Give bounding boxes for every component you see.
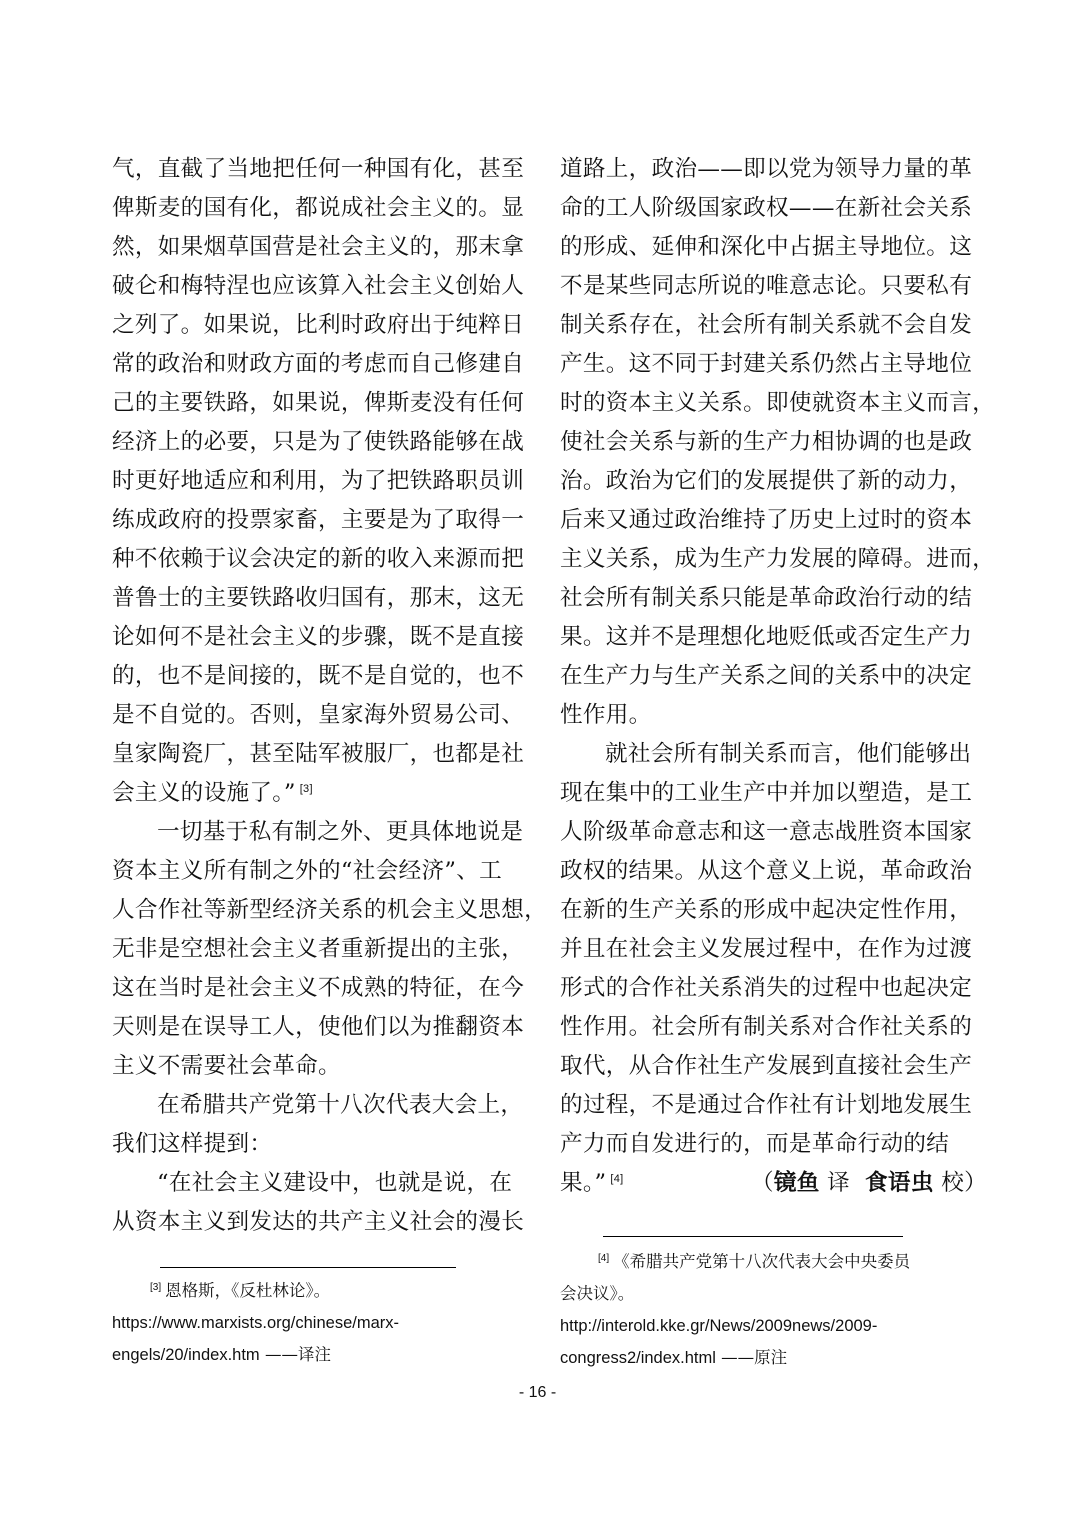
text-line: 之列了。如果说，比利时政府出于纯粹日 xyxy=(112,312,525,338)
text-line: 主义不需要社会革命。 xyxy=(112,1053,341,1079)
text-line: 练成政府的投票家畜，主要是为了取得一 xyxy=(112,507,525,533)
right-column xyxy=(560,150,995,1203)
text-line: 普鲁士的主要铁路收归国有，那末，这无 xyxy=(112,585,525,611)
text-line: 时更好地适应和利用，为了把铁路职员训 xyxy=(112,468,525,494)
text-line: 然，如果烟草国营是社会主义的，那末拿 xyxy=(112,234,525,260)
text-line: 产生。这不同于封建关系仍然占主导地位 xyxy=(560,351,973,377)
credit-close: ） xyxy=(964,1170,988,1196)
footnote-url-link[interactable]: https://www.marxists.org/chinese/marx- xyxy=(112,1314,399,1332)
proofread-word: 校 xyxy=(941,1170,965,1196)
text-line: 人阶级革命意志和这一意志战胜资本国家 xyxy=(560,819,973,845)
text-line: 在生产力与生产关系之间的关系中的决定 xyxy=(560,663,973,689)
footnote-separator xyxy=(603,1236,903,1237)
footnote-url-link[interactable]: congress2/index.html xyxy=(560,1349,716,1367)
text-line: 资本主义所有制之外的“社会经济”、工 xyxy=(112,858,503,884)
text-line: 政权的结果。从这个意义上说，革命政治 xyxy=(560,858,973,884)
footnote-separator xyxy=(160,1267,456,1268)
text-line: 皇家陶瓷厂，甚至陆军被服厂，也都是社 xyxy=(112,741,525,767)
paragraph-first-line: 就社会所有制关系而言，他们能够出 xyxy=(605,741,972,767)
paragraph-first-line: 一切基于私有制之外、更具体地说是 xyxy=(157,819,524,845)
footnote-note: ——原注 xyxy=(721,1348,788,1367)
footnote-url-link[interactable]: http://interold.kke.gr/News/2009news/2009- xyxy=(560,1317,878,1335)
footnote-text-line xyxy=(112,1275,532,1307)
footnote-text-line: 会决议》。 xyxy=(560,1284,635,1303)
text-line: 的过程，不是通过合作社有计划地发展生 xyxy=(560,1092,973,1118)
text-line: 形式的合作社关系消失的过程中也起决定 xyxy=(560,975,973,1001)
text-line: 从资本主义到发达的共产主义社会的漫长 xyxy=(112,1209,525,1235)
text-line: 后来又通过政治维持了历史上过时的资本 xyxy=(560,507,973,533)
text-line: 破仑和梅特涅也应该算入社会主义创始人 xyxy=(112,273,525,299)
proofreader-name: 食语虫 xyxy=(865,1170,934,1196)
text-line: 命的工人阶级国家政权——在新社会关系 xyxy=(560,195,973,221)
last-line-with-credit xyxy=(560,1164,988,1203)
quote-first-line: “在社会主义建设中，也就是说，在 xyxy=(157,1170,513,1196)
text-line: 论如何不是社会主义的步骤，既不是直接 xyxy=(112,624,525,650)
text-line: 人合作社等新型经济关系的机会主义思想， xyxy=(112,897,547,923)
footnote-marker: [3] xyxy=(150,1282,162,1293)
text-fragment: 果。” xyxy=(560,1170,607,1196)
footnote-ref-3[interactable]: [3] xyxy=(299,783,313,795)
text-line: 并且在社会主义发展过程中，在作为过渡 xyxy=(560,936,973,962)
text-line: 使社会关系与新的生产力相协调的也是政 xyxy=(560,429,973,455)
footnote-url-line xyxy=(112,1339,532,1371)
footnote-text: 恩格斯，《反杜林论》。 xyxy=(165,1281,331,1300)
text-line: 产力而自发进行的，而是革命行动的结 xyxy=(560,1131,950,1157)
text-line: 道路上，政治——即以党为领导力量的革 xyxy=(560,156,973,182)
text-line: 主义关系，成为生产力发展的障碍。进而， xyxy=(560,546,995,572)
text-line: 取代，从合作社生产发展到直接社会生产 xyxy=(560,1053,973,1079)
text-line: 天则是在误导工人，使他们以为推翻资本 xyxy=(112,1014,525,1040)
text-line-with-ref xyxy=(112,774,524,813)
text-line: 果。这并不是理想化地贬低或否定生产力 xyxy=(560,624,973,650)
text-line: 时的资本主义关系。即使就资本主义而言， xyxy=(560,390,995,416)
text-line: 气，直截了当地把任何一种国有化，甚至 xyxy=(112,156,525,182)
footnote-text: 《希腊共产党第十八次代表大会中央委员 xyxy=(613,1252,911,1271)
translation-credit xyxy=(751,1164,987,1203)
left-column xyxy=(112,150,547,1242)
translate-word: 译 xyxy=(827,1170,851,1196)
text-line: 常的政治和财政方面的考虑而自己修建自 xyxy=(112,351,525,377)
footnote-text-line xyxy=(560,1246,980,1278)
text-line: 种不依赖于议会决定的新的收入来源而把 xyxy=(112,546,525,572)
translator-name: 镜鱼 xyxy=(773,1170,820,1196)
text-line: 是不自觉的。否则，皇家海外贸易公司、 xyxy=(112,702,525,728)
text-line: 性作用。社会所有制关系对合作社关系的 xyxy=(560,1014,973,1040)
footnote-ref-4[interactable]: [4] xyxy=(610,1173,624,1185)
text-line: 经济上的必要，只是为了使铁路能够在战 xyxy=(112,429,525,455)
text-line: 现在集中的工业生产中并加以塑造，是工 xyxy=(560,780,973,806)
text-line: 我们这样提到： xyxy=(112,1131,273,1157)
text-fragment: 会主义的设施了。” xyxy=(112,780,296,806)
text-line: 的，也不是间接的，既不是自觉的，也不 xyxy=(112,663,525,689)
text-line: 己的主要铁路，如果说，俾斯麦没有任何 xyxy=(112,390,525,416)
text-line: 不是某些同志所说的唯意志论。只要私有 xyxy=(560,273,973,299)
footnote-marker: [4] xyxy=(598,1253,610,1264)
footnote-4 xyxy=(560,1246,980,1374)
footnote-url-line xyxy=(560,1342,980,1374)
text-line: 治。政治为它们的发展提供了新的动力， xyxy=(560,468,973,494)
text-line: 的形成、延伸和深化中占据主导地位。这 xyxy=(560,234,973,260)
footnote-3 xyxy=(112,1275,532,1371)
footnote-url-link[interactable]: engels/20/index.htm xyxy=(112,1346,260,1364)
text-line: 在新的生产关系的形成中起决定性作用， xyxy=(560,897,973,923)
credit-open: （ xyxy=(750,1170,774,1196)
text-line: 性作用。 xyxy=(560,702,652,728)
text-line: 这在当时是社会主义不成熟的特征，在今 xyxy=(112,975,525,1001)
paragraph-first-line: 在希腊共产党第十八次代表大会上， xyxy=(157,1092,524,1118)
page-number: - 16 - xyxy=(518,1384,557,1401)
text-line: 俾斯麦的国有化，都说成社会主义的。显 xyxy=(112,195,525,221)
text-line: 制关系存在，社会所有制关系就不会自发 xyxy=(560,312,973,338)
text-line: 无非是空想社会主义者重新提出的主张， xyxy=(112,936,525,962)
footnote-note: ——译注 xyxy=(264,1345,331,1364)
text-line: 社会所有制关系只能是革命政治行动的结 xyxy=(560,585,973,611)
